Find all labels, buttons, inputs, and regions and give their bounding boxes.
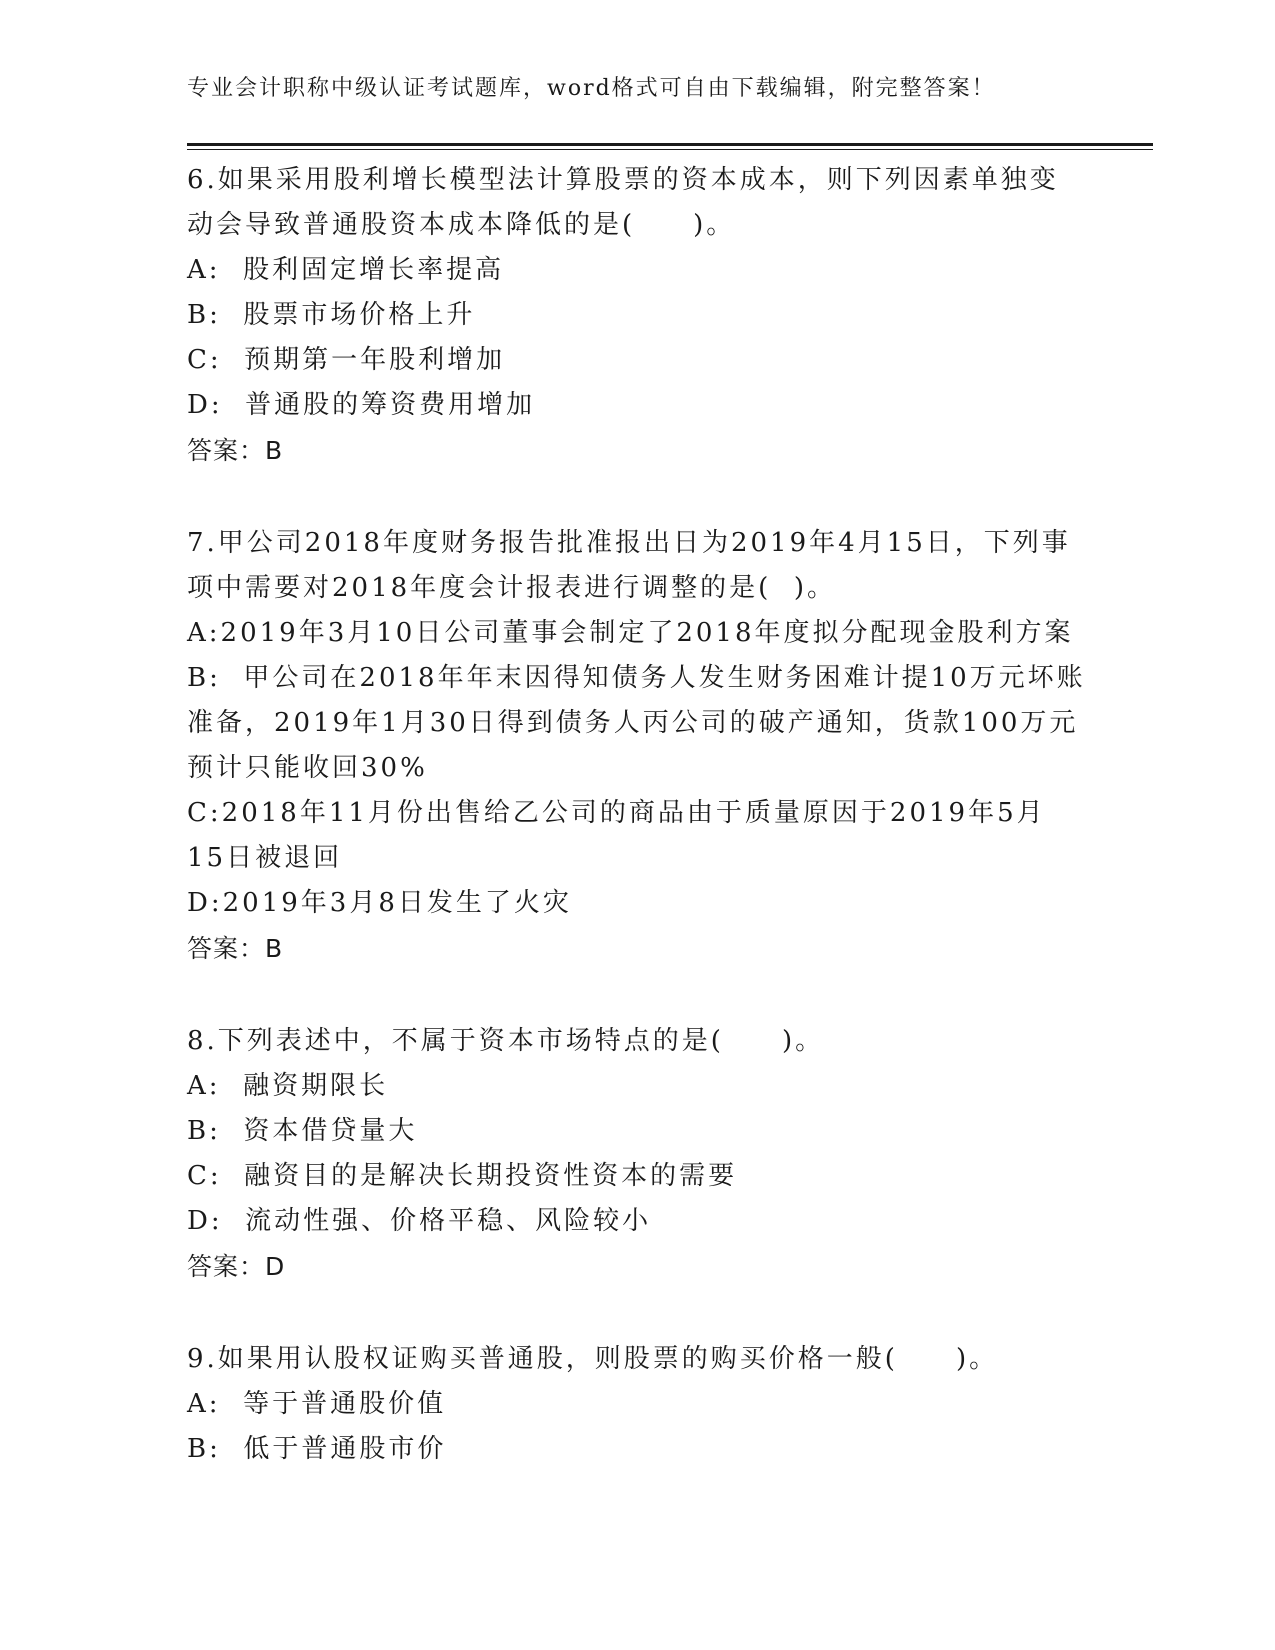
question	[187, 1019, 1087, 1289]
option-line: 预计只能收回30%	[187, 753, 428, 783]
answer-line: 答案：B	[187, 934, 284, 963]
question-stem-line: 动会导致普通股资本成本降低的是( )。	[187, 210, 736, 240]
option-line: C: 融资目的是解决长期投资性资本的需要	[187, 1161, 738, 1191]
option-line: 准备，2019年1月30日得到债务人丙公司的破产通知，货款100万元	[187, 708, 1079, 738]
option-line: B: 资本借贷量大	[187, 1116, 418, 1146]
option-line: A: 融资期限长	[187, 1071, 389, 1101]
option-line: D:2019年3月8日发生了火灾	[187, 888, 572, 918]
question	[187, 1337, 1087, 1472]
option-line: B: 甲公司在2018年年末因得知债务人发生财务困难计提10万元坏账	[187, 663, 1086, 693]
option-line: C: 预期第一年股利增加	[187, 345, 506, 375]
option-line: A:2019年3月10日公司董事会制定了2018年度拟分配现金股利方案	[187, 618, 1074, 648]
question-stem-line: 6.如果采用股利增长模型法计算股票的资本成本，则下列因素单独变	[187, 165, 1059, 195]
question-stem-line: 7.甲公司2018年度财务报告批准报出日为2019年4月15日，下列事	[187, 528, 1071, 558]
header-rule-thick	[187, 143, 1153, 146]
question	[187, 521, 1087, 971]
question	[187, 158, 1087, 473]
option-line: 15日被退回	[187, 843, 343, 873]
page-header: 专业会计职称中级认证考试题库，word格式可自由下载编辑，附完整答案！	[187, 76, 996, 101]
option-line: C:2018年11月份出售给乙公司的商品由于质量原因于2019年5月	[187, 798, 1046, 828]
question-stem-line: 项中需要对2018年度会计报表进行调整的是( )。	[187, 573, 836, 603]
answer-line: 答案：D	[187, 1252, 286, 1281]
question-list	[187, 158, 1087, 1520]
option-line: A: 等于普通股价值	[187, 1389, 447, 1419]
option-line: D: 流动性强、价格平稳、风险较小	[187, 1206, 652, 1236]
answer-line: 答案：B	[187, 436, 284, 465]
option-line: D: 普通股的筹资费用增加	[187, 390, 536, 420]
question-stem-line: 9.如果用认股权证购买普通股，则股票的购买价格一般( )。	[187, 1344, 999, 1374]
option-line: B: 低于普通股市价	[187, 1434, 447, 1464]
option-line: A: 股利固定增长率提高	[187, 255, 505, 285]
header-rule-thin	[187, 149, 1153, 150]
option-line: B: 股票市场价格上升	[187, 300, 476, 330]
question-stem-line: 8.下列表述中，不属于资本市场特点的是( )。	[187, 1026, 825, 1056]
